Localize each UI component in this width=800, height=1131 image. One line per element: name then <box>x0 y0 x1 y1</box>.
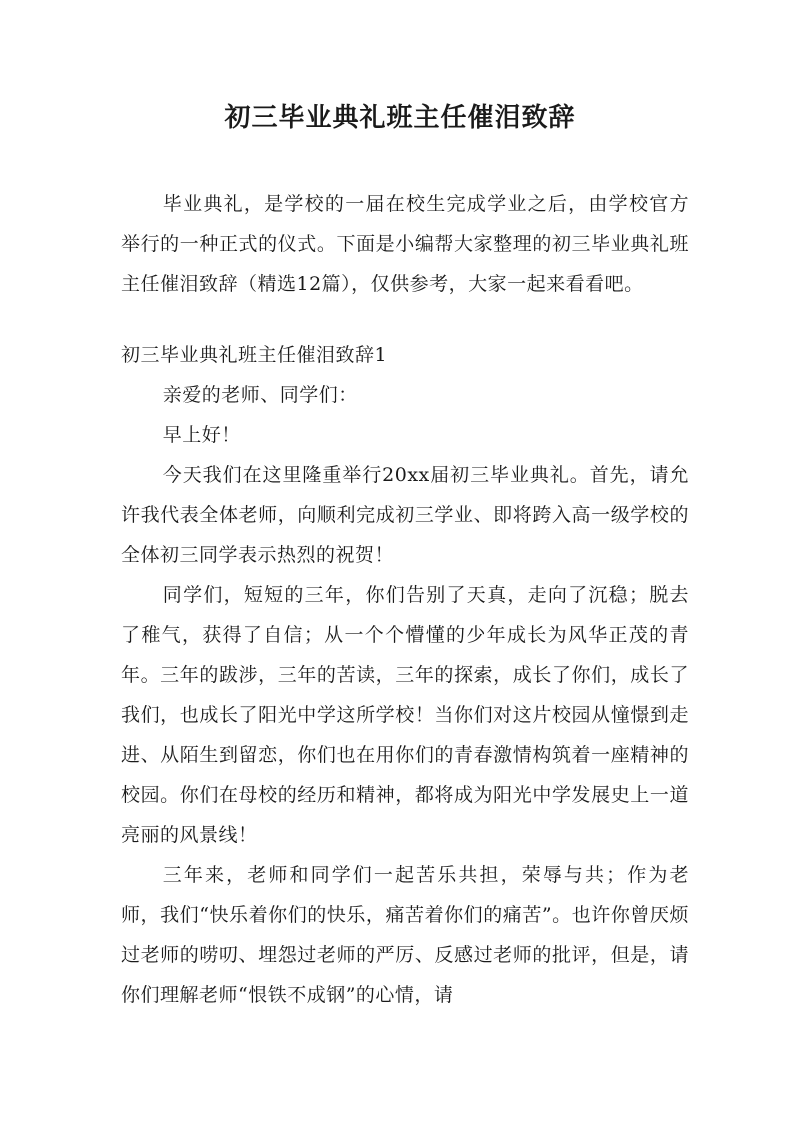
salutation: 亲爱的老师、同学们： <box>162 384 358 406</box>
body-paragraph: 三年来，老师和同学们一起苦乐共担，荣辱与共；作为老师，我们“快乐着你们的快乐，痛苦着你们的痛苦”。也许你曾厌烦过老师的唠叨、埋怨过老师的严厉、反感过老师的批评，但是，请你们理解老师“恨铁不成钢”的心情，请 <box>121 864 689 1006</box>
intro-paragraph: 毕业典礼，是学校的一届在校生完成学业之后，由学校官方举行的一种正式的仪式。下面是小编帮大家整理的初三毕业典礼班主任催泪致辞（精选12篇），仅供参考，大家一起来看看吧。 <box>121 193 689 295</box>
document-title: 初三毕业典礼班主任催泪致辞 <box>224 103 576 133</box>
body-paragraph: 同学们，短短的三年，你们告别了天真，走向了沉稳；脱去了稚气，获得了自信；从一个个懵懂的少年成长为风华正茂的青年。三年的跋涉，三年的苦读，三年的探索，成长了你们，成长了我们，也成长了阳光中学这所学校！当你们对这片校园从憧憬到走进、从陌生到留恋，你们也在用你们的青春激情构筑着一座精神的校园。你们在母校的经历和精神，都将成为阳光中学发展史上一道亮丽的风景线！ <box>121 584 689 846</box>
greeting: 早上好！ <box>162 424 241 446</box>
body-paragraph: 今天我们在这里隆重举行20xx届初三毕业典礼。首先，请允许我代表全体老师，向顺利完成初三学业、即将跨入高一级学校的全体初三同学表示热烈的祝贺！ <box>121 464 689 566</box>
section-heading: 初三毕业典礼班主任催泪致辞1 <box>121 344 388 366</box>
document-body <box>121 184 689 1015</box>
